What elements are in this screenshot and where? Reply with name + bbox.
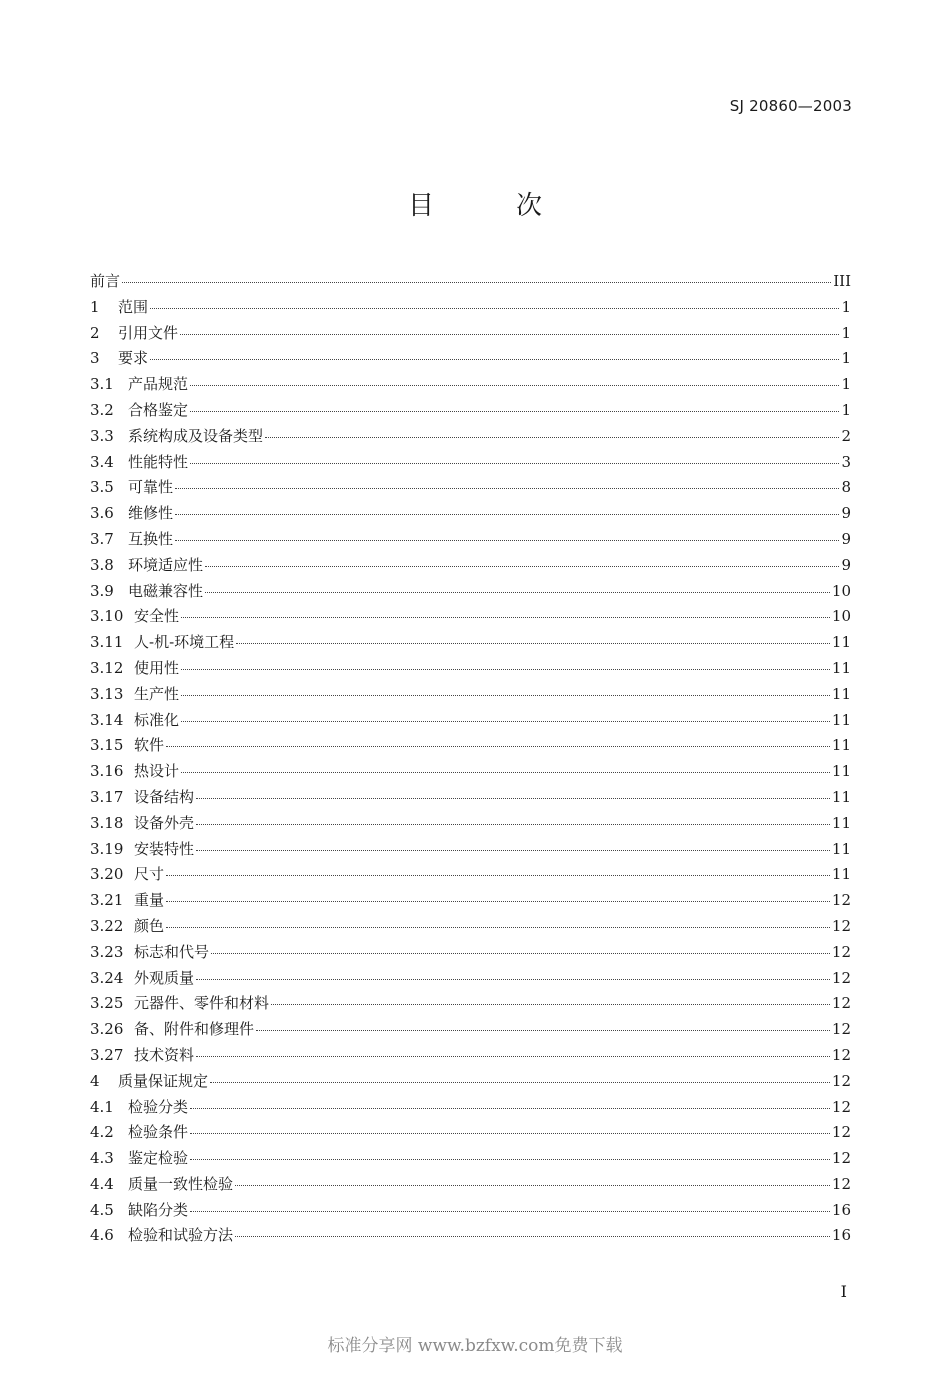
toc-leader-dots <box>166 927 830 928</box>
toc-entry-label: 要求 <box>118 349 149 368</box>
toc-leader-dots <box>196 1056 830 1057</box>
toc-entry-number: 3.9 <box>90 581 114 600</box>
toc-entry-number: 3.23 <box>90 942 124 961</box>
toc-entry[interactable] <box>90 424 851 450</box>
toc-entry-label: 技术资料 <box>134 1045 195 1064</box>
toc-entry-page: 16 <box>831 1200 851 1219</box>
toc-entry-label: 合格鉴定 <box>128 400 189 419</box>
toc-leader-dots <box>181 617 830 618</box>
toc-leader-dots <box>190 1133 830 1134</box>
toc-entry-label: 备、附件和修理件 <box>134 1020 255 1039</box>
toc-entry-number: 3.12 <box>90 658 124 677</box>
toc-leader-dots <box>181 695 830 696</box>
toc-entry-label: 前言 <box>90 272 121 290</box>
toc-entry[interactable] <box>90 1017 851 1043</box>
toc-entry-label: 使用性 <box>134 658 180 677</box>
toc-entry-page: 11 <box>831 865 851 884</box>
toc-entry-page: 11 <box>831 736 851 755</box>
toc-entry[interactable] <box>90 656 851 682</box>
toc-entry-page: 1 <box>841 323 851 342</box>
toc-leader-dots <box>265 437 839 438</box>
toc-entry[interactable] <box>90 501 851 527</box>
toc-entry-label: 性能特性 <box>128 452 189 471</box>
toc-entry[interactable] <box>90 398 851 424</box>
toc-entry-number: 4.5 <box>90 1200 114 1219</box>
toc-leader-dots <box>210 1082 830 1083</box>
toc-entry-number: 3.20 <box>90 865 124 884</box>
toc-entry-label: 生产性 <box>134 684 180 703</box>
toc-entry[interactable] <box>90 759 851 785</box>
toc-entry-number: 2 <box>90 323 100 342</box>
toc-entry-label: 产品规范 <box>128 375 189 394</box>
toc-entry-label: 设备结构 <box>134 787 195 806</box>
toc-entry-number: 3.7 <box>90 529 114 548</box>
toc-entry-number: 3.11 <box>90 633 124 652</box>
toc-entry-label: 尺寸 <box>134 865 165 884</box>
toc-entry-number: 3.26 <box>90 1020 124 1039</box>
toc-leader-dots <box>271 1004 830 1005</box>
toc-entry[interactable] <box>90 733 851 759</box>
toc-entry[interactable] <box>90 295 851 321</box>
toc-leader-dots <box>175 540 839 541</box>
toc-entry-label: 维修性 <box>128 504 174 523</box>
toc-entry-page: III <box>833 272 851 290</box>
toc-entry-label: 质量一致性检验 <box>128 1174 234 1193</box>
toc-entry-page: 12 <box>831 1097 851 1116</box>
toc-entry-number: 4.6 <box>90 1226 114 1245</box>
toc-entry[interactable] <box>90 450 851 476</box>
toc-entry-page: 11 <box>831 813 851 832</box>
toc-entry-page: 10 <box>831 607 851 626</box>
toc-entry[interactable] <box>90 1043 851 1069</box>
toc-entry-page: 11 <box>831 787 851 806</box>
toc-entry-page: 12 <box>831 1149 851 1168</box>
toc-entry-number: 3.14 <box>90 710 124 729</box>
toc-leader-dots <box>196 979 830 980</box>
toc-entry-label: 标准化 <box>134 710 180 729</box>
toc-entry-number: 3.19 <box>90 839 124 858</box>
toc-entry-label: 电磁兼容性 <box>128 581 204 600</box>
toc-entry[interactable] <box>90 1120 851 1146</box>
toc-leader-dots <box>205 566 839 567</box>
toc-leader-dots <box>211 953 830 954</box>
toc-entry[interactable] <box>90 346 851 372</box>
toc-entry-number: 3.22 <box>90 916 124 935</box>
toc-entry[interactable] <box>90 475 851 501</box>
toc-entry-page: 12 <box>831 1020 851 1039</box>
toc-leader-dots <box>205 592 830 593</box>
toc-entry-label: 外观质量 <box>134 968 195 987</box>
toc-entry[interactable] <box>90 966 851 992</box>
toc-leader-dots <box>190 463 839 464</box>
toc-entry[interactable] <box>90 604 851 630</box>
toc-leader-dots <box>190 1159 830 1160</box>
toc-entry-number: 3.13 <box>90 684 124 703</box>
toc-entry-label: 检验分类 <box>128 1097 189 1116</box>
toc-entry-label: 设备外壳 <box>134 813 195 832</box>
toc-leader-dots <box>181 721 830 722</box>
toc-entry-page: 1 <box>841 375 851 394</box>
toc-leader-dots <box>256 1030 830 1031</box>
toc-entry-page: 12 <box>831 942 851 961</box>
toc-leader-dots <box>190 1108 830 1109</box>
toc-entry[interactable] <box>90 837 851 863</box>
toc-entry[interactable] <box>90 321 851 347</box>
toc-leader-dots <box>235 1185 830 1186</box>
toc-entry[interactable] <box>90 991 851 1017</box>
toc-leader-dots <box>181 772 830 773</box>
toc-entry-label: 人-机-环境工程 <box>134 633 235 652</box>
toc-entry-page: 12 <box>831 1174 851 1193</box>
toc-entry-number: 4.3 <box>90 1149 114 1168</box>
toc-entry-page: 12 <box>831 1123 851 1142</box>
toc-entry[interactable] <box>90 1146 851 1172</box>
toc-entry-label: 可靠性 <box>128 478 174 497</box>
toc-entry[interactable] <box>90 269 851 295</box>
toc-entry[interactable] <box>90 862 851 888</box>
toc-entry-number: 3.8 <box>90 555 114 574</box>
toc-entry-label: 引用文件 <box>118 323 179 342</box>
toc-entry[interactable] <box>90 785 851 811</box>
toc-leader-dots <box>166 875 830 876</box>
toc-entry[interactable] <box>90 1095 851 1121</box>
toc-entry[interactable] <box>90 888 851 914</box>
toc-entry-number: 3.27 <box>90 1045 124 1064</box>
toc-leader-dots <box>235 1236 830 1237</box>
table-of-contents <box>90 269 851 1249</box>
toc-entry[interactable] <box>90 1172 851 1198</box>
toc-entry-number: 4.4 <box>90 1174 114 1193</box>
toc-entry-label: 标志和代号 <box>134 942 210 961</box>
toc-entry-label: 范围 <box>118 297 149 316</box>
toc-leader-dots <box>150 308 839 309</box>
toc-entry[interactable] <box>90 527 851 553</box>
toc-entry-number: 3.24 <box>90 968 124 987</box>
page-number: I <box>840 1282 847 1301</box>
toc-leader-dots <box>180 334 839 335</box>
toc-leader-dots <box>122 282 831 283</box>
toc-entry[interactable] <box>90 708 851 734</box>
toc-entry-number: 3.18 <box>90 813 124 832</box>
toc-entry-label: 安装特性 <box>134 839 195 858</box>
toc-leader-dots <box>196 798 830 799</box>
toc-entry-number: 3.6 <box>90 504 114 523</box>
toc-entry-number: 3.15 <box>90 736 124 755</box>
toc-entry-number: 3.4 <box>90 452 114 471</box>
toc-entry-page: 11 <box>831 762 851 781</box>
toc-entry-number: 4 <box>90 1071 100 1090</box>
toc-entry-label: 安全性 <box>134 607 180 626</box>
toc-entry-page: 12 <box>831 1045 851 1064</box>
toc-entry-page: 3 <box>841 452 851 471</box>
toc-leader-dots <box>166 901 830 902</box>
toc-entry-label: 环境适应性 <box>128 555 204 574</box>
toc-entry-number: 4.2 <box>90 1123 114 1142</box>
toc-leader-dots <box>196 850 830 851</box>
toc-entry-label: 检验和试验方法 <box>128 1226 234 1245</box>
watermark: 标准分享网 www.bzfxw.com免费下载 <box>327 1336 623 1356</box>
toc-entry-label: 检验条件 <box>128 1123 189 1142</box>
toc-entry-number: 3.16 <box>90 762 124 781</box>
toc-entry-page: 11 <box>831 658 851 677</box>
toc-leader-dots <box>175 514 839 515</box>
toc-entry[interactable] <box>90 1069 851 1095</box>
toc-entry[interactable] <box>90 940 851 966</box>
toc-entry[interactable] <box>90 630 851 656</box>
toc-entry-label: 重量 <box>134 891 165 910</box>
toc-entry-page: 12 <box>831 891 851 910</box>
toc-entry-number: 3.2 <box>90 400 114 419</box>
toc-entry-label: 互换性 <box>128 529 174 548</box>
toc-entry-page: 12 <box>831 968 851 987</box>
toc-entry-number: 3.1 <box>90 375 114 394</box>
toc-entry-number: 1 <box>90 297 100 316</box>
toc-entry-number: 3.3 <box>90 426 114 445</box>
toc-entry-page: 11 <box>831 633 851 652</box>
toc-entry-page: 1 <box>841 349 851 368</box>
toc-entry[interactable] <box>90 553 851 579</box>
toc-entry-page: 11 <box>831 710 851 729</box>
toc-entry[interactable] <box>90 682 851 708</box>
toc-leader-dots <box>181 669 830 670</box>
toc-entry-page: 8 <box>841 478 851 497</box>
toc-entry-label: 鉴定检验 <box>128 1149 189 1168</box>
toc-entry-page: 12 <box>831 1071 851 1090</box>
toc-entry-page: 2 <box>841 426 851 445</box>
toc-entry[interactable] <box>90 1223 851 1249</box>
toc-entry-page: 1 <box>841 297 851 316</box>
toc-leader-dots <box>166 746 830 747</box>
toc-entry-label: 缺陷分类 <box>128 1200 189 1219</box>
toc-entry-page: 9 <box>841 555 851 574</box>
toc-entry-number: 3.10 <box>90 607 124 626</box>
toc-entry-label: 系统构成及设备类型 <box>128 426 264 445</box>
toc-entry-page: 11 <box>831 684 851 703</box>
toc-entry-page: 16 <box>831 1226 851 1245</box>
toc-entry-page: 10 <box>831 581 851 600</box>
toc-leader-dots <box>190 1211 830 1212</box>
toc-leader-dots <box>196 824 830 825</box>
toc-leader-dots <box>175 488 839 489</box>
toc-entry-label: 颜色 <box>134 916 165 935</box>
toc-leader-dots <box>190 411 839 412</box>
toc-leader-dots <box>236 643 830 644</box>
toc-entry-number: 3.5 <box>90 478 114 497</box>
toc-entry-label: 热设计 <box>134 762 180 781</box>
toc-entry-label: 质量保证规定 <box>118 1071 209 1090</box>
toc-entry-number: 3.25 <box>90 994 124 1013</box>
document-code: SJ 20860—2003 <box>729 97 852 115</box>
toc-entry[interactable] <box>90 579 851 605</box>
toc-entry[interactable] <box>90 811 851 837</box>
toc-entry-label: 元器件、零件和材料 <box>134 994 270 1013</box>
page-title: 目次 <box>407 191 624 221</box>
toc-entry[interactable] <box>90 372 851 398</box>
toc-entry-number: 3.21 <box>90 891 124 910</box>
toc-entry-page: 11 <box>831 839 851 858</box>
toc-entry-page: 9 <box>841 504 851 523</box>
toc-entry-number: 3.17 <box>90 787 124 806</box>
toc-leader-dots <box>190 385 839 386</box>
toc-entry-page: 1 <box>841 400 851 419</box>
toc-entry-label: 软件 <box>134 736 165 755</box>
toc-entry-page: 12 <box>831 994 851 1013</box>
toc-entry-number: 4.1 <box>90 1097 114 1116</box>
toc-entry[interactable] <box>90 1198 851 1224</box>
toc-entry[interactable] <box>90 914 851 940</box>
toc-entry-page: 9 <box>841 529 851 548</box>
toc-leader-dots <box>150 359 839 360</box>
toc-entry-page: 12 <box>831 916 851 935</box>
toc-entry-number: 3 <box>90 349 100 368</box>
